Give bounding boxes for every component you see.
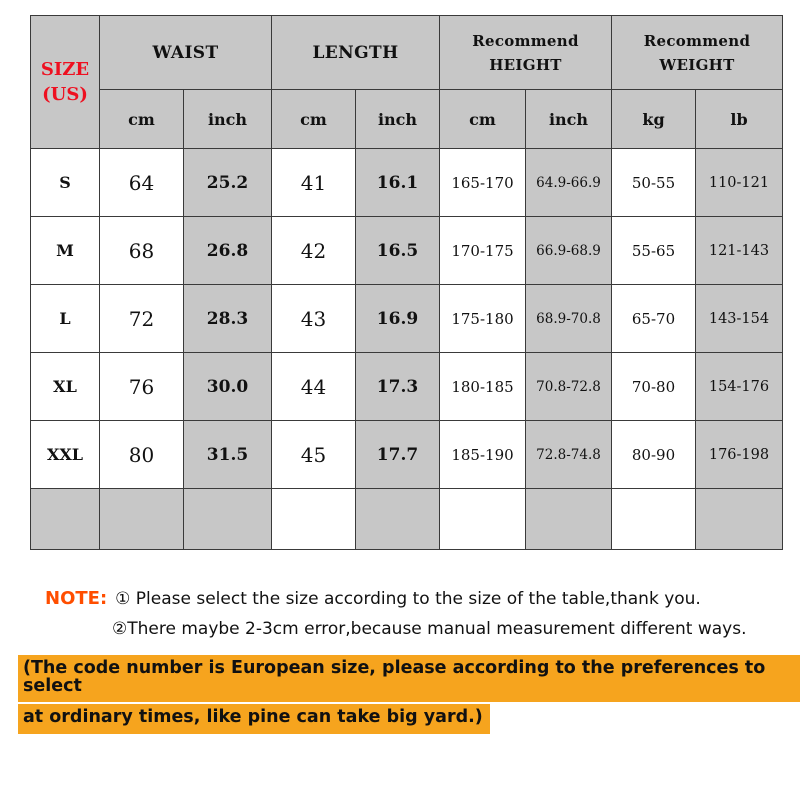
table-row-xl	[31, 353, 783, 421]
value-cell: 180-185	[440, 353, 526, 421]
unit-header-weight-kg: kg	[612, 90, 696, 149]
unit-header-length-cm: cm	[272, 90, 356, 149]
size-header-line1: SIZE	[40, 58, 90, 80]
value-cell: 143-154	[696, 285, 783, 353]
value-cell: 50-55	[612, 149, 696, 217]
table-row-empty	[31, 489, 783, 550]
size-header-line2: (US)	[42, 84, 88, 105]
value-cell: 68	[100, 217, 184, 285]
table-row-m	[31, 217, 783, 285]
value-cell: 154-176	[696, 353, 783, 421]
recommend-weight-line1: Recommend	[643, 31, 751, 50]
value-cell: 176-198	[696, 421, 783, 489]
empty-cell	[440, 489, 526, 550]
highlight-line-2: at ordinary times, like pine can take big yard.)	[18, 704, 490, 734]
note-label: NOTE:	[45, 588, 108, 609]
value-cell: 64.9-66.9	[526, 149, 612, 217]
note-text-1: ① Please select the size according to the size of the table,thank you.	[115, 589, 701, 609]
value-cell: 66.9-68.9	[526, 217, 612, 285]
size-cell: XXL	[31, 421, 100, 489]
empty-cell	[696, 489, 783, 550]
value-cell: 170-175	[440, 217, 526, 285]
unit-header-waist-cm: cm	[100, 90, 184, 149]
highlight-note	[18, 655, 800, 736]
value-cell: 26.8	[184, 217, 272, 285]
value-cell: 185-190	[440, 421, 526, 489]
value-cell: 28.3	[184, 285, 272, 353]
unit-header-row	[31, 90, 783, 149]
recommend-weight-header	[612, 16, 783, 90]
value-cell: 68.9-70.8	[526, 285, 612, 353]
size-table	[30, 15, 783, 550]
table-row-l	[31, 285, 783, 353]
value-cell: 70-80	[612, 353, 696, 421]
table-header-row	[31, 16, 783, 90]
length-header: LENGTH	[272, 16, 440, 90]
value-cell: 175-180	[440, 285, 526, 353]
value-cell: 72	[100, 285, 184, 353]
value-cell: 64	[100, 149, 184, 217]
value-cell: 110-121	[696, 149, 783, 217]
value-cell: 30.0	[184, 353, 272, 421]
value-cell: 25.2	[184, 149, 272, 217]
value-cell: 17.3	[356, 353, 440, 421]
empty-cell	[100, 489, 184, 550]
value-cell: 80-90	[612, 421, 696, 489]
value-cell: 65-70	[612, 285, 696, 353]
value-cell: 55-65	[612, 217, 696, 285]
highlight-line-1: (The code number is European size, please according to the preferences to select	[18, 655, 800, 702]
note-line-2: ②There maybe 2-3cm error,because manual measurement different ways.	[112, 619, 747, 639]
empty-cell	[356, 489, 440, 550]
value-cell: 165-170	[440, 149, 526, 217]
unit-header-waist-inch: inch	[184, 90, 272, 149]
unit-header-length-inch: inch	[356, 90, 440, 149]
value-cell: 70.8-72.8	[526, 353, 612, 421]
empty-cell	[272, 489, 356, 550]
value-cell: 76	[100, 353, 184, 421]
unit-header-height-inch: inch	[526, 90, 612, 149]
value-cell: 16.5	[356, 217, 440, 285]
value-cell: 72.8-74.8	[526, 421, 612, 489]
value-cell: 41	[272, 149, 356, 217]
value-cell: 31.5	[184, 421, 272, 489]
recommend-height-header	[440, 16, 612, 90]
value-cell: 17.7	[356, 421, 440, 489]
size-cell: M	[31, 217, 100, 285]
table-row-xxl	[31, 421, 783, 489]
recommend-weight-line2: WEIGHT	[659, 55, 735, 74]
unit-header-height-cm: cm	[440, 90, 526, 149]
size-cell: L	[31, 285, 100, 353]
value-cell: 43	[272, 285, 356, 353]
table-row-s	[31, 149, 783, 217]
waist-header: WAIST	[100, 16, 272, 90]
value-cell: 45	[272, 421, 356, 489]
unit-header-weight-lb: lb	[696, 90, 783, 149]
size-cell: S	[31, 149, 100, 217]
value-cell: 121-143	[696, 217, 783, 285]
value-cell: 16.1	[356, 149, 440, 217]
empty-cell	[612, 489, 696, 550]
value-cell: 80	[100, 421, 184, 489]
size-cell: XL	[31, 353, 100, 421]
empty-cell	[184, 489, 272, 550]
value-cell: 16.9	[356, 285, 440, 353]
recommend-height-line1: Recommend	[472, 31, 579, 50]
note-line-1	[45, 588, 800, 609]
value-cell: 42	[272, 217, 356, 285]
size-us-header	[31, 16, 100, 149]
empty-cell	[526, 489, 612, 550]
value-cell: 44	[272, 353, 356, 421]
empty-cell	[31, 489, 100, 550]
recommend-height-line2: HEIGHT	[489, 55, 562, 74]
notes-section	[0, 588, 800, 736]
